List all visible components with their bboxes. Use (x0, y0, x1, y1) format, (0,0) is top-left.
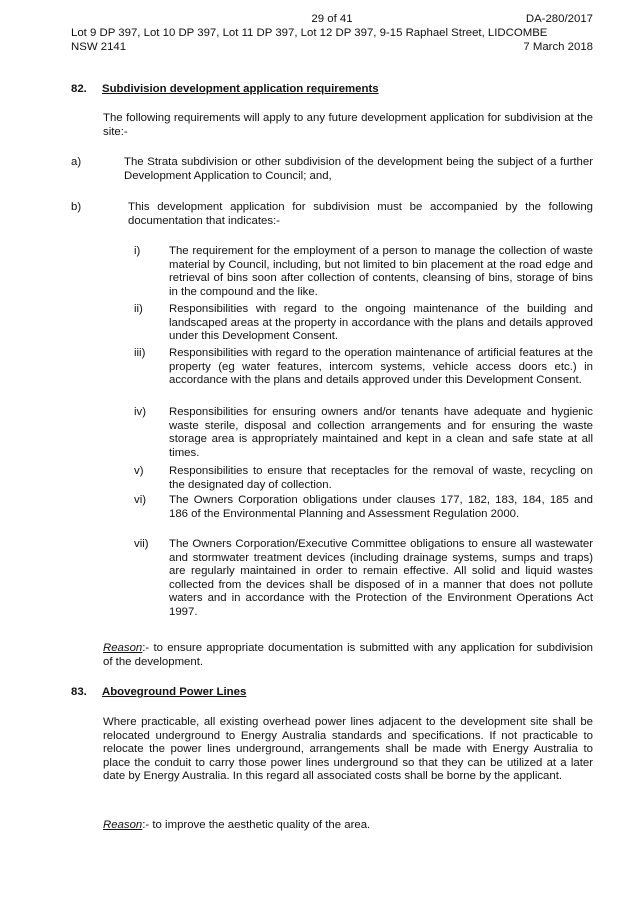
list-item-a (71, 156, 593, 183)
address-line-1: Lot 9 DP 397, Lot 10 DP 397, Lot 11 DP 397, Lot 12 DP 397, 9-15 Raphael Street, LIDCOMBE (71, 27, 548, 39)
page-header (71, 13, 593, 55)
address-line-2: NSW 2141 (71, 41, 127, 53)
sub-item-text: Responsibilities with regard to the ongoing maintenance of the building and landscaped areas at the property in accordance with the plans and details approved under this Development Consent. (169, 303, 593, 343)
sub-item-iv (134, 406, 593, 460)
document-date: 7 March 2018 (523, 41, 593, 53)
section-title: Aboveground Power Lines (102, 686, 247, 698)
sub-item-label: vi) (134, 494, 147, 506)
item-text: This development application for subdivision must be accompanied by the following documentation that indicates:- (128, 201, 593, 227)
item-label: a) (71, 156, 82, 168)
sub-item-i (134, 245, 593, 299)
reference-number: DA-280/2017 (525, 13, 593, 25)
page-number: 29 of 41 (311, 13, 353, 25)
sub-item-label: iii) (134, 347, 146, 359)
sub-item-iii (134, 347, 593, 388)
section-83-body: Where practicable, all existing overhead power lines adjacent to the development site shall be relocated underground to Energy Australia standards and specifications. If not practicable to relocate the power lines underground, arrangements shall be made with Energy Australia to place the conduit to carry those power lines underground so that they can be utilized at a later date by Energy Australia. In this regard all associated costs shall be borne by the applicant. (103, 716, 593, 783)
item-text: The Strata subdivision or other subdivision of the development being the subject of a further Development Application to Council; and, (124, 156, 593, 182)
item-label: b) (71, 201, 82, 213)
reason-text: :- to ensure appropriate documentation is submitted with any application for subdivision of the development. (103, 642, 593, 668)
sub-item-text: Responsibilities with regard to the operation maintenance of artificial features at the property (eg water features, intercom systems, vehicle access doors etc.) in accordance with the plans and details approved under this Development Consent. (169, 347, 593, 387)
section-title: Subdivision development application requirements (102, 83, 379, 95)
sub-item-v (134, 465, 593, 492)
sub-item-text: The Owners Corporation obligations under clauses 177, 182, 183, 184, 185 and 186 of the Environmental Planning and Assessment Regulation 2000. (169, 494, 593, 520)
sub-item-vi (134, 494, 593, 521)
section-intro: The following requirements will apply to any future development application for subdivision at the site:- (103, 112, 593, 138)
section-83-reason (103, 819, 593, 833)
section-82-reason (103, 642, 593, 669)
reason-label: Reason (103, 819, 143, 831)
sub-item-text: The requirement for the employment of a person to manage the collection of waste material by Council, including, but not limited to bin placement at the road edge and retrieval of bins soon after collection of contents, cleansing of bins, storage of bins in the compound and the like. (169, 245, 593, 298)
sub-item-label: v) (134, 465, 144, 477)
sub-item-text: Responsibilities for ensuring owners and/or tenants have adequate and hygienic waste sterile, disposal and collection arrangements and for ensuring the waste storage area is appropriately maintained and kept in a clean and safe state at all times. (169, 406, 593, 459)
sub-item-text: The Owners Corporation/Executive Committee obligations to ensure all wastewater and stormwater treatment devices (including drainage systems, sumps and traps) are regularly maintained in order to remain effective. All solid and liquid wastes collected from the devices shall be disposed of in a manner that does not pollute waters and in accordance with the Protection of the Environment Operations Act 1997. (169, 538, 593, 618)
sub-item-label: i) (134, 245, 141, 257)
sub-item-ii (134, 303, 593, 344)
section-number: 82. (71, 83, 87, 95)
list-item-b (71, 201, 593, 228)
section-number: 83. (71, 686, 87, 698)
reason-label: Reason (103, 642, 143, 654)
sub-item-label: vii) (134, 538, 149, 550)
sub-item-vii (134, 538, 593, 620)
sub-item-text: Responsibilities to ensure that receptacles for the removal of waste, recycling on the designated day of collection. (169, 465, 593, 491)
sub-item-label: ii) (134, 303, 143, 315)
sub-item-label: iv) (134, 406, 147, 418)
reason-text: :- to improve the aesthetic quality of the area. (142, 819, 371, 831)
